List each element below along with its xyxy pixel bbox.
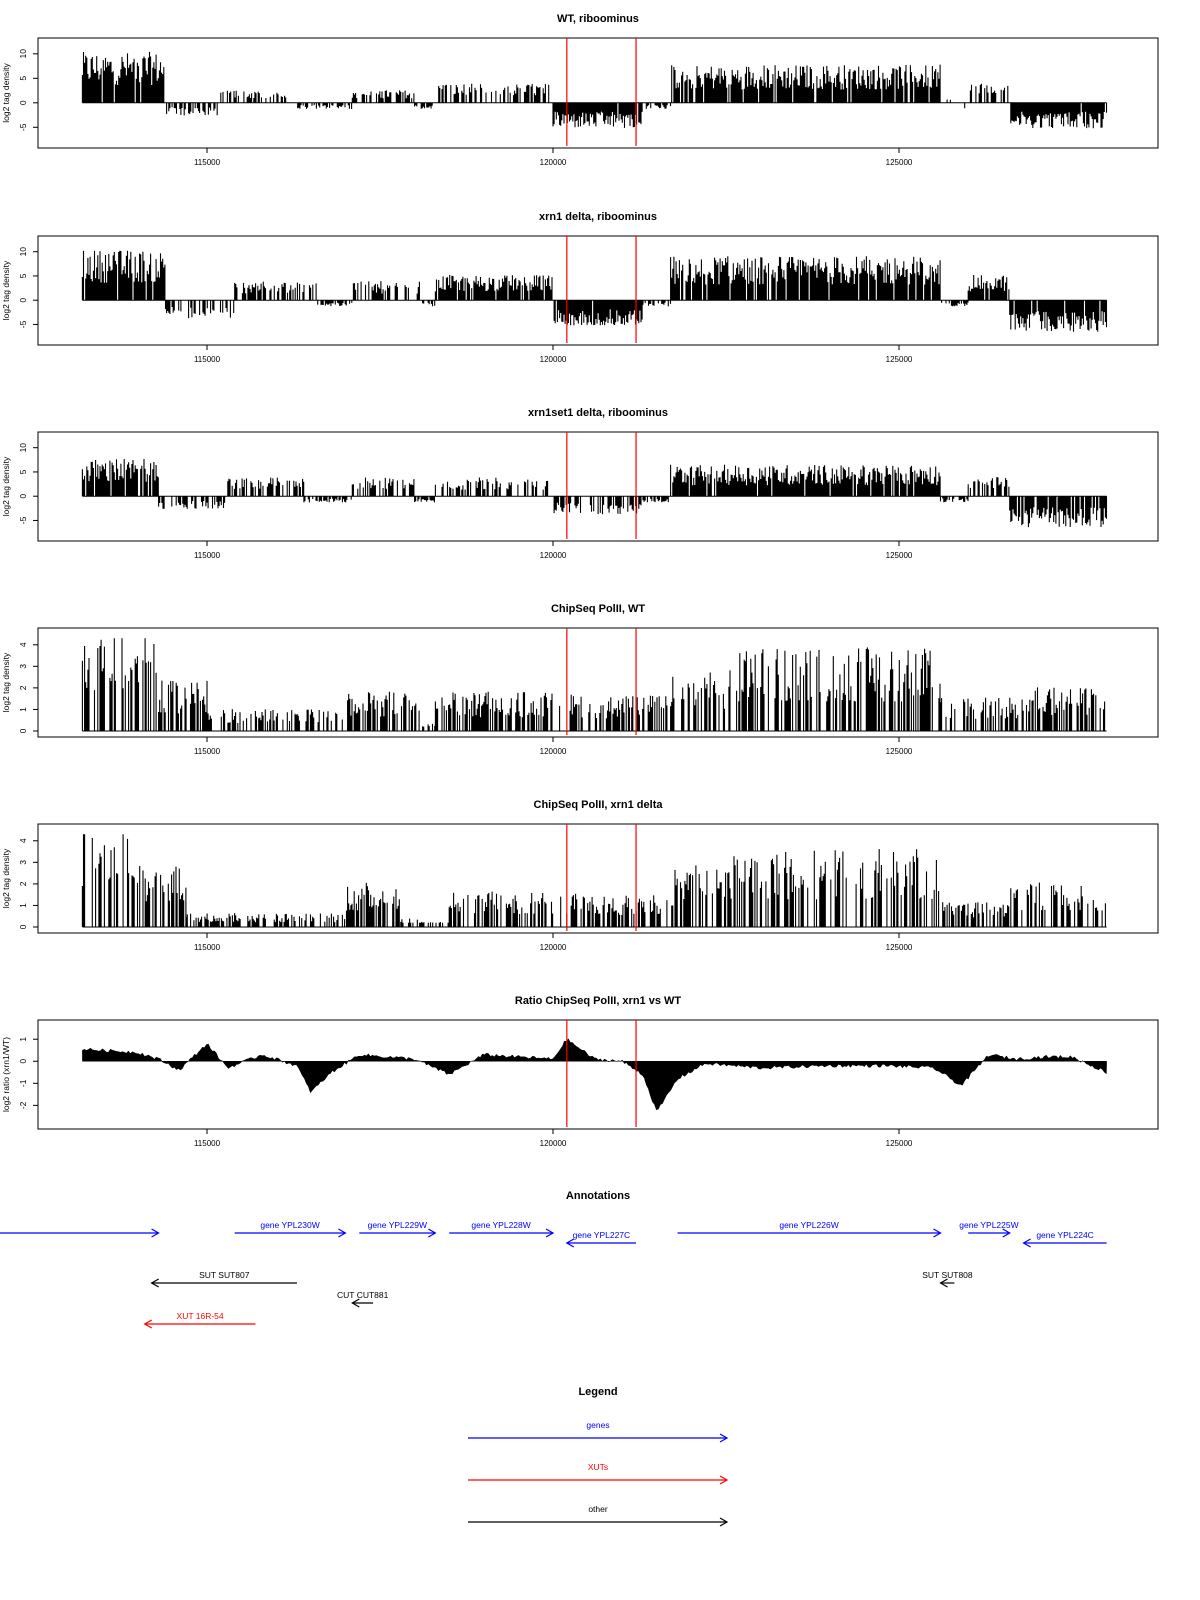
x-tick-label: 120000 [539,1139,567,1148]
y-tick-label: 0 [18,100,28,106]
chart-title: WT, riboominus [557,13,639,25]
y-tick-label: -5 [18,516,28,525]
y-tick-label: 10 [18,442,28,453]
chart-panel-6 [1,995,1158,1148]
annotation-label: gene YPL226W [779,1220,839,1230]
data-bars [82,251,1106,332]
legend-label: genes [586,1420,610,1430]
y-tick-label: 0 [18,493,28,499]
x-tick-label: 125000 [885,1139,913,1148]
data-bars [82,834,1105,927]
plot-frame [38,38,1158,148]
plot-frame [38,1020,1158,1129]
y-axis-label: log2 tag density [1,652,11,713]
chart-title: Ratio ChipSeq PolII, xrn1 vs WT [514,995,682,1007]
y-tick-label: 5 [18,75,28,81]
y-axis-label: log2 ratio (xrn1/WT) [1,1036,11,1113]
x-tick-label: 115000 [193,943,221,952]
legend-item [468,1420,727,1442]
x-tick-label: 115000 [193,355,221,364]
annotation-item [152,1270,297,1287]
tag-density-bars [82,638,1104,731]
annotation-item [1024,1230,1107,1247]
tag-density-bars [82,459,1106,527]
y-tick-label: -5 [18,320,28,329]
annotation-label: CUT CUT881 [337,1290,389,1300]
y-tick-label: 0 [18,924,28,930]
chart-title: xrn1set1 delta, riboominus [528,407,668,419]
annotation-label: XUT 16R-54 [176,1311,224,1321]
y-tick-label: -1 [18,1079,28,1088]
y-tick-label: -5 [18,123,28,132]
annotation-item [359,1220,435,1237]
x-tick-label: 120000 [539,551,567,560]
data-bars [82,52,1106,128]
x-tick-label: 115000 [193,747,221,756]
y-tick-label: 0 [18,297,28,303]
y-tick-label: 5 [18,273,28,279]
chart-panel-2 [1,211,1158,364]
annotation-label: SUT SUT807 [199,1270,250,1280]
chart-title: xrn1 delta, riboominus [539,211,657,223]
chart-panel-4 [1,603,1158,756]
data-bars [82,459,1106,527]
annotation-label: gene YPL230W [260,1220,320,1230]
chart-panel-1 [1,13,1158,167]
x-tick-label: 125000 [885,943,913,952]
annotation-item [0,1229,159,1237]
y-axis-label: log2 tag density [1,848,11,909]
annotation-label: gene YPL227C [572,1230,631,1240]
chart-title: ChipSeq PolII, WT [550,603,646,615]
tag-density-bars [82,52,1106,128]
annotation-item [678,1220,941,1237]
y-tick-label: 1 [18,1036,28,1042]
x-tick-label: 120000 [539,355,567,364]
annotations-panel [0,1190,1107,1328]
legend-item [468,1462,727,1484]
annotation-item [145,1311,256,1328]
x-tick-label: 115000 [193,551,221,560]
y-tick-label: 1 [18,903,28,908]
legend-label: XUTs [587,1462,609,1472]
legend-item [468,1504,727,1526]
y-axis-label: log2 tag density [1,260,11,321]
y-tick-label: 4 [18,838,28,844]
x-tick-label: 125000 [885,355,913,364]
y-tick-label: 3 [18,859,28,865]
x-tick-label: 125000 [885,158,913,167]
annotation-label: gene YPL229W [367,1220,427,1230]
legend [468,1386,727,1526]
ratio-area [82,1039,1106,1110]
annotation-item [235,1220,346,1237]
legend-title: Legend [578,1386,618,1398]
y-axis-label: log2 tag density [1,63,11,123]
y-tick-label: 1 [18,707,28,712]
annotation-label: SUT SUT808 [922,1270,973,1280]
x-tick-label: 125000 [885,747,913,756]
annotation-item [959,1220,1018,1237]
annotation-item [567,1230,636,1247]
annotation-item [922,1270,973,1287]
annotation-label: gene YPL224C [1036,1230,1094,1240]
annotations-title: Annotations [565,1190,631,1202]
plot-frame [38,432,1158,541]
y-tick-label: 0 [18,728,28,734]
x-tick-label: 125000 [885,551,913,560]
annotation-label: gene YPL225W [959,1220,1019,1230]
chart-panel-3 [1,407,1158,560]
chart-panel-5 [1,799,1158,952]
annotation-item [449,1220,553,1237]
y-tick-label: 10 [18,49,28,59]
tag-density-bars [82,834,1105,927]
x-tick-label: 120000 [539,158,567,167]
x-tick-label: 115000 [193,1139,221,1148]
y-tick-label: 0 [18,1058,28,1064]
tag-density-bars [82,251,1106,332]
y-tick-label: 3 [18,663,28,669]
x-tick-label: 120000 [539,747,567,756]
data-bars [82,638,1104,731]
legend-label: other [588,1504,608,1514]
x-tick-label: 115000 [193,158,221,167]
chart-title: ChipSeq PolII, xrn1 delta [533,799,663,811]
y-tick-label: -2 [18,1101,28,1110]
y-tick-label: 5 [18,469,28,475]
y-tick-label: 10 [18,246,28,257]
annotation-item [337,1290,389,1307]
y-axis-label: log2 tag density [1,456,11,517]
y-tick-label: 2 [18,685,28,691]
x-tick-label: 120000 [539,943,567,952]
y-tick-label: 2 [18,881,28,887]
annotation-label: gene YPL228W [471,1220,531,1230]
y-tick-label: 4 [18,642,28,648]
